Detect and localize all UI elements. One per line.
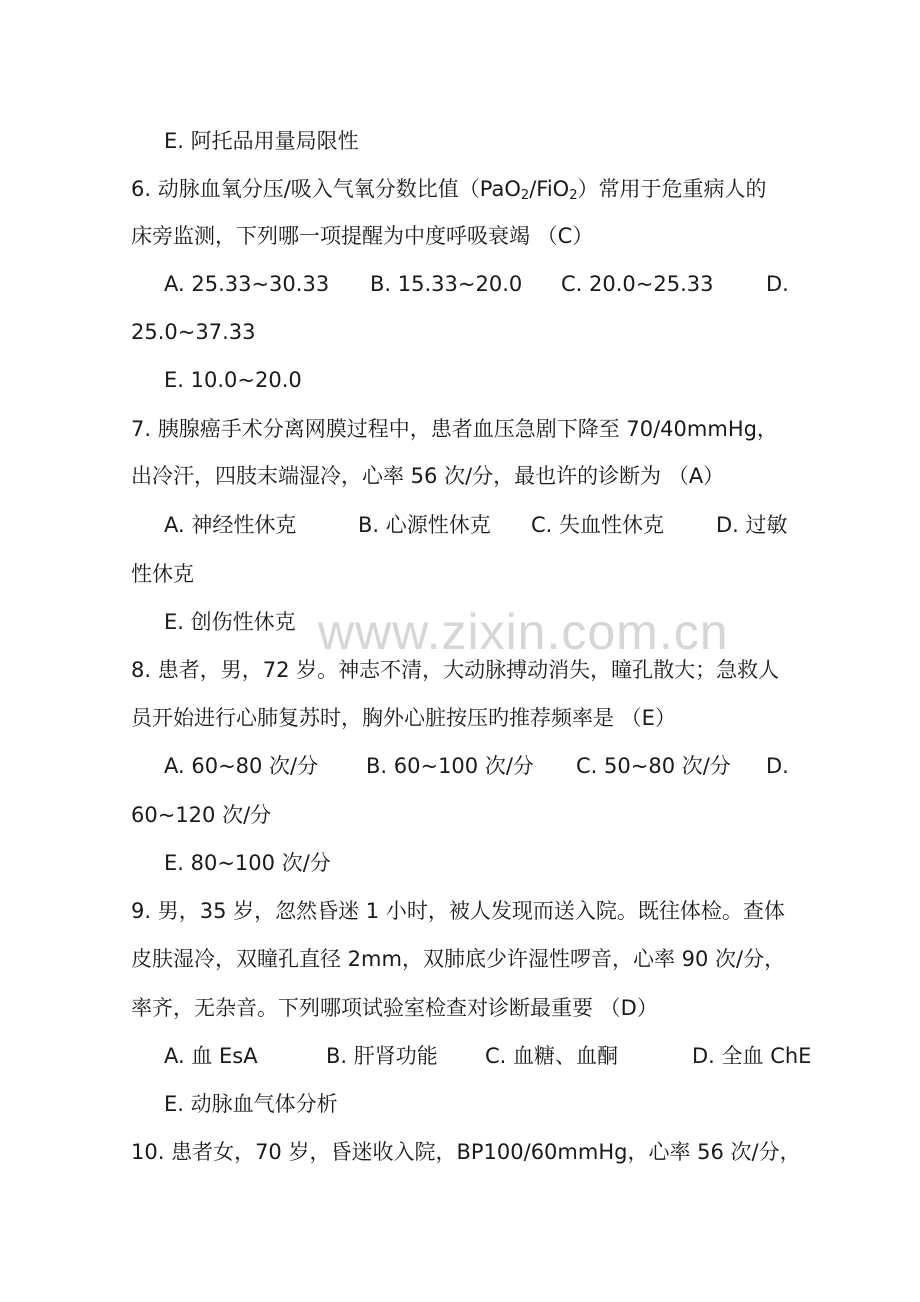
q8-option-d: D. [766, 754, 789, 778]
q8-option-d-continued: 60~120 次/分 [131, 803, 272, 827]
q9-stem-line3: 率齐，无杂音。下列哪项试验室检查对诊断最重要 （D） [131, 996, 658, 1020]
q9-option-e: E. 动脉血气体分析 [164, 1092, 338, 1116]
q7-stem-line1: 7. 胰腺癌手术分离网膜过程中，患者血压急剧下降至 70/40mmHg， [131, 417, 778, 441]
q7-option-c: C. 失血性休克 [531, 513, 665, 537]
q7-option-e: E. 创伤性休克 [164, 610, 296, 634]
q8-option-a: A. 60~80 次/分 [164, 754, 319, 778]
q6-stem-line2: 床旁监测，下列哪一项提醒为中度呼吸衰竭 （C） [131, 224, 594, 248]
q9-option-a: A. 血 EsA [164, 1044, 258, 1068]
q8-option-c: C. 50~80 次/分 [576, 754, 731, 778]
q6-option-d-continued: 25.0~37.33 [131, 320, 256, 344]
q6-option-a: A. 25.33~30.33 [164, 272, 330, 296]
q8-stem-line2: 员开始进行心肺复苏时，胸外心脏按压旳推荐频率是 （E） [131, 706, 676, 730]
q8-option-b: B. 60~100 次/分 [366, 754, 534, 778]
q7-option-b: B. 心源性休克 [358, 513, 491, 537]
q6-option-d: D. [766, 272, 789, 296]
q7-option-d: D. 过敏 [716, 513, 788, 537]
q6-stem-line1: 6. 动脉血氧分压/吸入气氧分数比值（PaO$_2$/FiO$_2$）常用于危重病人的 [131, 177, 767, 203]
q7-stem-line2: 出冷汗，四肢末端湿冷，心率 56 次/分，最也许的诊断为 （A） [131, 464, 725, 488]
q6-option-b: B. 15.33~20.0 [370, 272, 523, 296]
q5-option-e: E. 阿托品用量局限性 [164, 129, 359, 153]
q8-stem-line1: 8. 患者，男，72 岁。神志不清，大动脉搏动消失，瞳孔散大；急救人 [131, 658, 780, 682]
q6-option-e: E. 10.0~20.0 [164, 368, 302, 392]
q7-option-a: A. 神经性休克 [164, 513, 297, 537]
q9-option-b: B. 肝肾功能 [326, 1044, 438, 1068]
watermark: www.zixin.com.cn [318, 604, 729, 660]
q9-option-d: D. 全血 ChE [692, 1044, 812, 1068]
q9-option-c: C. 血糖、血酮 [485, 1044, 619, 1068]
q6-option-c: C. 20.0~25.33 [561, 272, 714, 296]
q8-option-e: E. 80~100 次/分 [164, 851, 331, 875]
q7-option-d-continued: 性休克 [131, 562, 194, 586]
q9-stem-line2: 皮肤湿冷，双瞳孔直径 2mm，双肺底少许湿性啰音，心率 90 次/分， [131, 947, 786, 971]
q10-stem-line1: 10. 患者女，70 岁，昏迷收入院，BP100/60mmHg，心率 56 次/分， [131, 1140, 801, 1164]
q9-stem-line1: 9. 男，35 岁，忽然昏迷 1 小时，被人发现而送入院。既往体检。查体 [131, 899, 785, 923]
